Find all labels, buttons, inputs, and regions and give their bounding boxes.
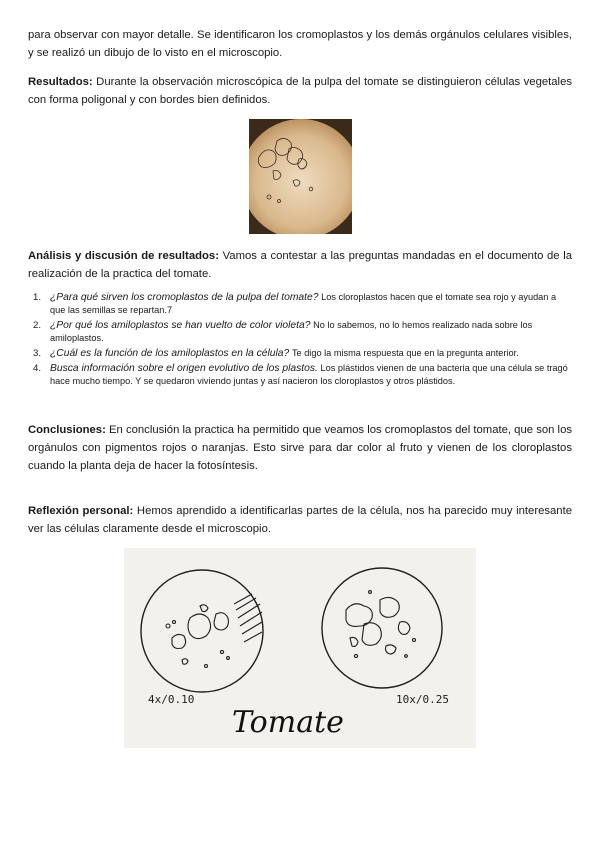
drawing-title: Tomate xyxy=(232,705,344,740)
question-item: 2. ¿Por qué los amiloplastos se han vuelto de color violeta? No lo sabemos, no lo hemos realizado nada sobre los amiloplastos. xyxy=(33,320,533,343)
question-text: Busca información sobre el origen evolutivo de los plastos. xyxy=(50,363,318,374)
question-item: 3. ¿Cuál es la función de los amiloplastos en la célula? Te digo la misma respuesta que en la pregunta anterior. xyxy=(33,348,519,359)
question-text: ¿Cuál es la función de los amiloplastos en la célula? xyxy=(50,348,290,359)
analisis-paragraph xyxy=(28,247,572,283)
left-magnification: 4x/0.10 xyxy=(148,693,195,706)
question-item: 1. ¿Para qué sirven los cromoplastos de la pulpa del tomate? Los cloroplastos hacen que el tomate sea rojo y ayudan a que las semillas se repartan.7 xyxy=(33,292,557,315)
answer-text: Los plástidos vienen de una bacteria que una célula se tragó hace mucho tiempo. Y se quedaron viviendo juntas y así nacieron los cloroplastos y otros plástidos. xyxy=(50,363,568,386)
answer-text: Los cloroplastos hacen que el tomate sea rojo y ayudan a que las semillas se repartan.7 xyxy=(50,292,557,315)
question-text: ¿Por qué los amiloplastos se han vuelto de color violeta? xyxy=(50,320,311,331)
answer-text: No lo sabemos, no lo hemos realizado nada sobre los amiloplastos. xyxy=(50,320,533,343)
right-magnification: 10x/0.25 xyxy=(396,693,449,706)
answer-text: Te digo la misma respuesta que en la pregunta anterior. xyxy=(291,348,519,358)
question-text: ¿Para qué sirven los cromoplastos de la pulpa del tomate? xyxy=(50,292,319,303)
reflexion-label: Reflexión personal: xyxy=(28,505,134,517)
conclusiones-paragraph xyxy=(28,421,572,475)
analisis-label: Análisis y discusión de resultados: xyxy=(28,250,219,262)
analisis-text: Vamos a contestar a las preguntas mandadas en el documento de la realización de la practica del tomate. xyxy=(28,250,572,280)
microscope-photo xyxy=(249,119,352,234)
reflexion-paragraph xyxy=(28,502,572,538)
questions-list xyxy=(28,291,572,390)
conclusiones-label: Conclusiones: xyxy=(28,424,106,436)
reflexion-text: Hemos aprendido a identificarlas partes de la célula, nos ha parecido muy interesante ver las células claramente desde el microscopio. xyxy=(28,505,572,535)
cell-drawing xyxy=(124,548,476,748)
conclusiones-text: En conclusión la practica ha permitido que veamos los cromoplastos del tomate, que son los orgánulos con pigmentos rojos o naranjas. Esto sirve para dar color al fruto y vienen de los cloroplastos cuando la planta deja de hacer la fotosíntesis. xyxy=(28,424,572,472)
question-item: 4. Busca información sobre el origen evolutivo de los plastos. Los plástidos vienen de una bacteria que una célula se tragó hace mucho tiempo. Y se quedaron viviendo juntas y así nacieron los cloroplastos y otros plástidos. xyxy=(33,363,568,386)
resultados-label: Resultados: xyxy=(28,76,93,88)
intro-paragraph: para observar con mayor detalle. Se identificaron los cromoplastos y los demás orgánulos celulares visibles, y se realizó un dibujo de lo visto en el microscopio. xyxy=(28,29,572,59)
resultados-text: Durante la observación microscópica de la pulpa del tomate se distinguieron células vegetales con forma poligonal y con bordes bien definidos. xyxy=(28,76,572,106)
resultados-paragraph xyxy=(28,73,572,109)
